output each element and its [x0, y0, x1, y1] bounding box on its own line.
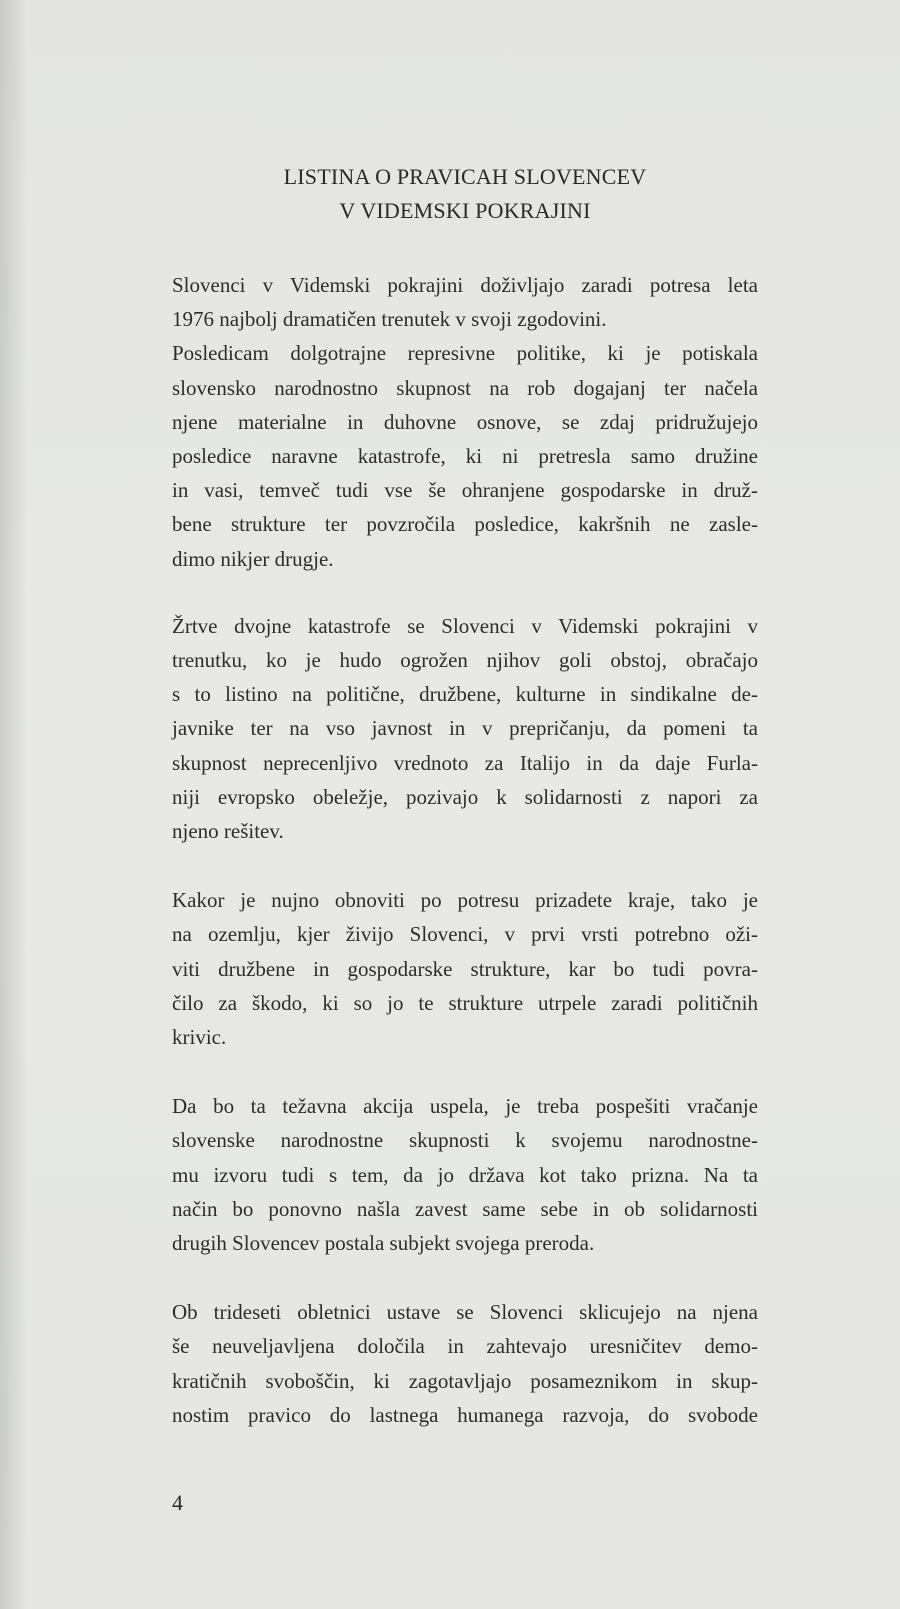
text-line: čilo za škodo, ki so jo te strukture utrpele zaradi političnih [172, 990, 758, 1015]
text-line: nostim pravico do lastnega humanega razvoja, do svobode [172, 1402, 758, 1427]
text-line: na ozemlju, kjer živijo Slovenci, v prvi vrsti potrebno oži- [172, 922, 758, 947]
text-line: Posledicam dolgotrajne represivne politike, ki je potiskala [172, 341, 758, 366]
text-line: posledice naravne katastrofe, ki ni pretresla samo družine [172, 444, 758, 469]
text-line: in vasi, temveč tudi vse še ohranjene gospodarske in druž- [172, 478, 758, 503]
text-line: dimo nikjer drugje. [172, 546, 334, 571]
text-line: s to listino na politične, družbene, kulturne in sindikalne de- [172, 682, 758, 707]
text-line: bene strukture ter povzročila posledice, kakršnih ne zasle- [172, 512, 758, 537]
text-line: drugih Slovencev postala subjekt svojega preroda. [172, 1231, 595, 1256]
text-line: njene materialne in duhovne osnove, se zdaj pridružujejo [172, 409, 758, 434]
text-line: Ob trideseti obletnici ustave se Slovenci sklicujejo na njena [172, 1300, 758, 1325]
text-line: slovensko narodnostno skupnost na rob dogajanj ter načela [172, 375, 758, 400]
text-line: javnike ter na vso javnost in v prepričanju, da pomeni ta [172, 716, 758, 741]
text-line: 1976 najbolj dramatičen trenutek v svoji zgodovini. [172, 307, 607, 332]
paragraph-5 [172, 1295, 758, 1432]
paragraph-4 [172, 1089, 758, 1260]
text-line: slovenske narodnostne skupnosti k svojemu narodnostne- [172, 1128, 758, 1153]
title-line-2: V VIDEMSKI POKRAJINI [339, 198, 591, 223]
text-line: še neuveljavljena določila in zahtevajo uresničitev demo- [172, 1334, 758, 1359]
text-line: Žrtve dvojne katastrofe se Slovenci v Videmski pokrajini v [172, 613, 758, 638]
text-line: skupnost neprecenljivo vrednoto za Italijo in da daje Furla- [172, 750, 758, 775]
paragraph-1 [172, 268, 758, 576]
title-line-1: LISTINA O PRAVICAH SLOVENCEV [283, 164, 647, 189]
text-line: viti družbene in gospodarske strukture, kar bo tudi povra- [172, 956, 758, 981]
text-line: njeno rešitev. [172, 819, 284, 844]
text-line: niji evropsko obeležje, pozivajo k solidarnosti z napori za [172, 784, 758, 809]
page-number: 4 [172, 1490, 183, 1515]
paragraph-2 [172, 609, 758, 848]
text-line: mu izvoru tudi s tem, da jo država kot tako prizna. Na ta [172, 1162, 758, 1187]
document-body [172, 268, 758, 1432]
text-line: način bo ponovno našla zavest same sebe in ob solidarnosti [172, 1196, 758, 1221]
page-edge-shadow [0, 0, 28, 1609]
paragraph-3 [172, 883, 758, 1054]
document-title [170, 160, 760, 228]
text-line: Kakor je nujno obnoviti po potresu prizadete kraje, tako je [172, 888, 758, 913]
text-line: kratičnih svoboščin, ki zagotavljajo posameznikom in skup- [172, 1368, 758, 1393]
text-line: trenutku, ko je hudo ogrožen njihov goli obstoj, obračajo [172, 648, 758, 673]
text-line: krivic. [172, 1025, 227, 1050]
text-line: Da bo ta težavna akcija uspela, je treba pospešiti vračanje [172, 1094, 758, 1119]
text-line: Slovenci v Videmski pokrajini doživljajo zaradi potresa leta [172, 273, 758, 297]
